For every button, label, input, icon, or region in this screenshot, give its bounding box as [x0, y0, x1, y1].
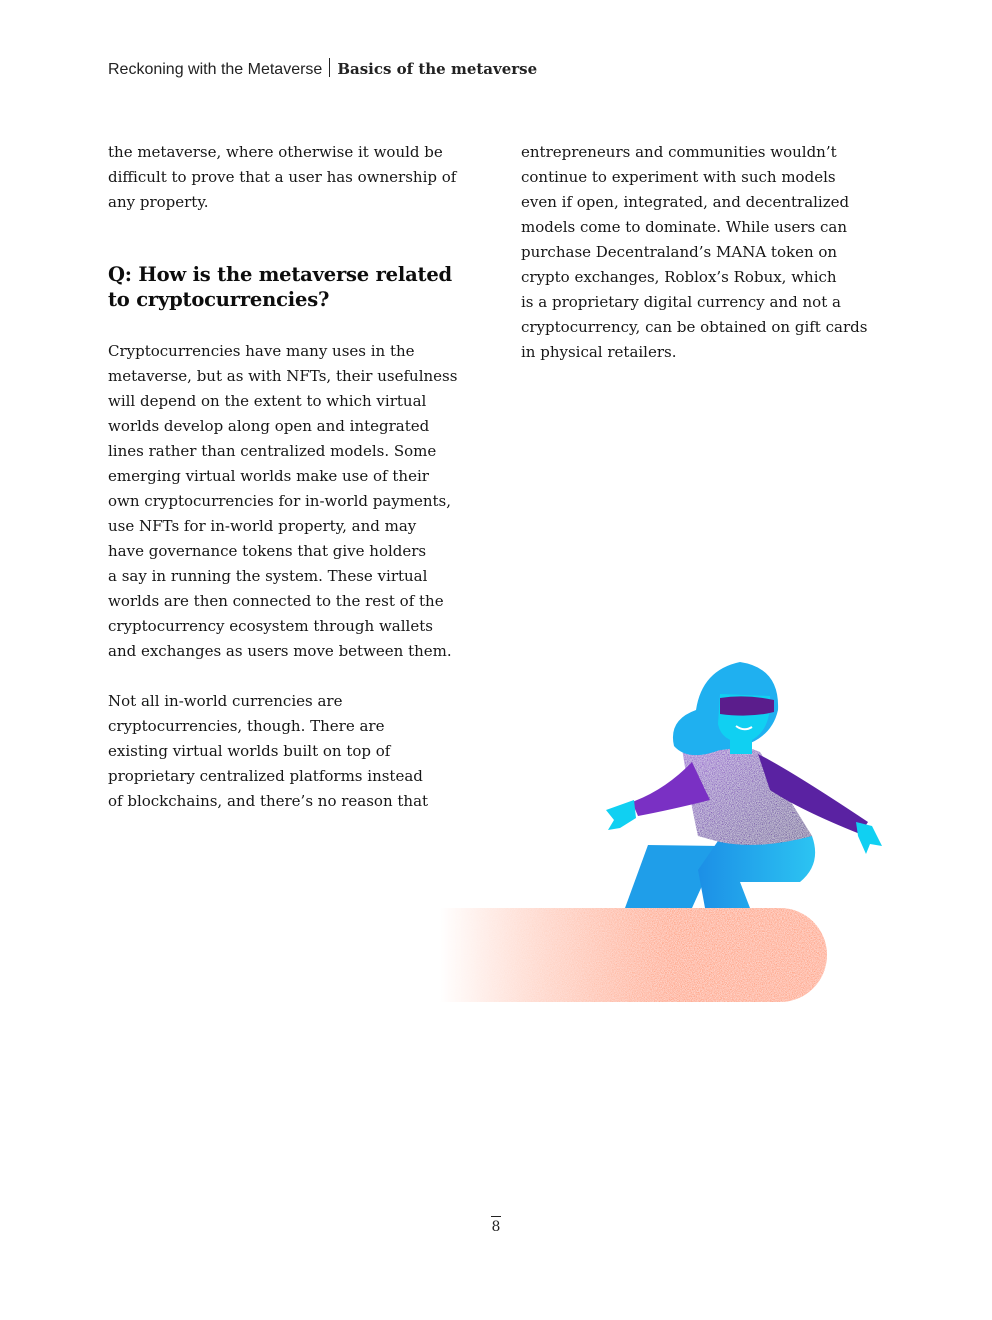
right-column: [521, 140, 891, 365]
text-line: purchase Decentraland’s MANA token on: [521, 243, 838, 261]
surfboard: [440, 908, 827, 1002]
text-line: worlds develop along open and integrated: [108, 417, 430, 435]
text-line: own cryptocurrencies for in-world payments,: [108, 492, 452, 510]
neck: [730, 738, 752, 754]
text-line: cryptocurrency ecosystem through wallets: [108, 617, 433, 635]
page-number-rule: [491, 1216, 501, 1217]
text-line: of blockchains, and there’s no reason that: [108, 792, 429, 810]
leg-front: [698, 836, 815, 908]
text-line: is a proprietary digital currency and not a: [521, 293, 841, 311]
text-line: will depend on the extent to which virtual: [108, 392, 427, 410]
section-title: Basics of the metaverse: [337, 60, 538, 78]
document-title: Reckoning with the Metaverse: [108, 61, 323, 78]
text-line: crypto exchanges, Roblox’s Robux, which: [521, 268, 837, 286]
text-line: proprietary centralized platforms instead: [108, 767, 423, 785]
text-line: existing virtual worlds built on top of: [108, 742, 391, 760]
text-line: difficult to prove that a user has ownership of: [108, 168, 457, 186]
hand-left: [606, 800, 636, 830]
heading-line: to cryptocurrencies?: [108, 288, 330, 311]
text-line: have governance tokens that give holders: [108, 542, 427, 560]
text-line: cryptocurrency, can be obtained on gift cards: [521, 318, 868, 336]
text-line: use NFTs for in-world property, and may: [108, 517, 417, 535]
hand-right: [856, 822, 882, 854]
text-line: even if open, integrated, and decentralized: [521, 193, 850, 211]
text-line: a say in running the system. These virtual: [108, 567, 428, 585]
text-line: in physical retailers.: [521, 343, 677, 361]
text-line: and exchanges as users move between them.: [108, 642, 452, 660]
intro-paragraph: [108, 140, 478, 215]
paragraph-continuation: [521, 140, 891, 365]
page-number: [486, 1216, 506, 1236]
text-line: worlds are then connected to the rest of the: [108, 592, 444, 610]
running-header: [108, 58, 537, 80]
text-line: lines rather than centralized models. Some: [108, 442, 437, 460]
header-divider: [329, 58, 330, 77]
surfer-illustration: [420, 650, 900, 1020]
page-number-value: 8: [491, 1219, 501, 1235]
question-heading: [108, 262, 478, 312]
text-line: models come to dominate. While users can: [521, 218, 848, 236]
text-line: metaverse, but as with NFTs, their usefulness: [108, 367, 458, 385]
text-line: Not all in-world currencies are: [108, 692, 343, 710]
text-line: any property.: [108, 193, 209, 211]
text-line: the metaverse, where otherwise it would be: [108, 143, 443, 161]
text-line: Cryptocurrencies have many uses in the: [108, 342, 415, 360]
text-line: emerging virtual worlds make use of their: [108, 467, 429, 485]
text-line: cryptocurrencies, though. There are: [108, 717, 385, 735]
text-line: entrepreneurs and communities wouldn’t: [521, 143, 837, 161]
heading-line: Q: How is the metaverse related: [108, 263, 452, 286]
paragraph-cryptocurrency-uses: [108, 339, 478, 664]
text-line: continue to experiment with such models: [521, 168, 836, 186]
vr-headset: [720, 696, 774, 715]
